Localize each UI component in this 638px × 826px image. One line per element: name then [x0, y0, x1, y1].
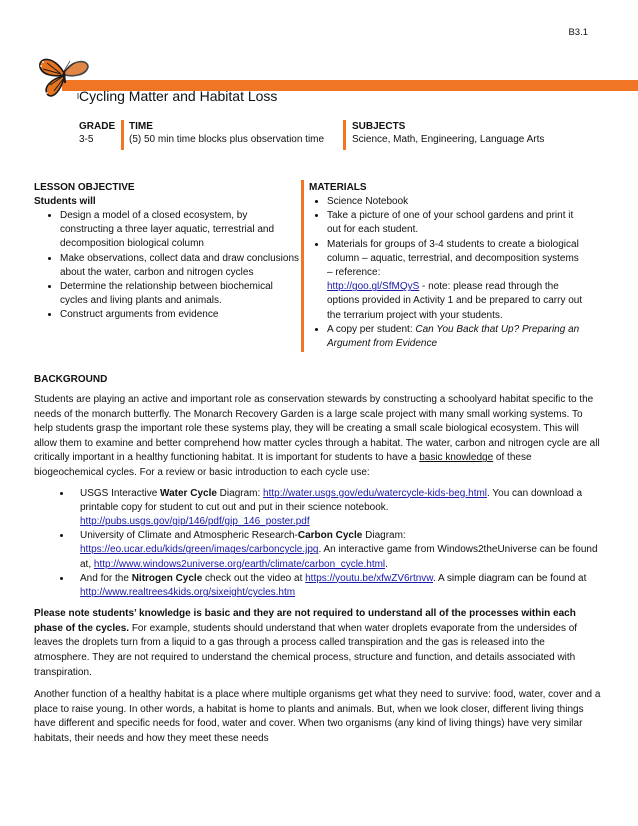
text: . You can download a printable copy for student to cut out and put in their science notebook.	[80, 487, 583, 513]
objective-intro: Students will	[34, 196, 96, 207]
objective-item: • Design a model of a closed ecosystem, by constructing a three layer aquatic, terrestrial and decomposition biological column	[60, 209, 302, 252]
objective-heading: LESSON OBJECTIVE	[34, 182, 135, 193]
text: .	[385, 558, 388, 570]
objective-item: • Make observations, collect data and draw conclusions about the water, carbon and nitrogen cycles	[60, 252, 302, 280]
materials-item: • Science Notebook	[327, 195, 585, 209]
text: Carbon Cycle	[297, 530, 363, 542]
text: check out the video at	[202, 572, 306, 584]
resource-item-water	[72, 487, 602, 530]
materials-text: Materials for groups of 3-4 students to create a biological column – aquatic, terrestrial, and decomposition systems – reference:	[327, 238, 579, 279]
grade-label: GRADE	[79, 121, 116, 132]
time-label: TIME	[129, 121, 153, 132]
resource-item-carbon	[72, 529, 602, 572]
grade-block	[79, 121, 115, 145]
reference-link[interactable]: http://goo.gl/SfMQyS	[327, 281, 420, 293]
basic-knowledge-link[interactable]: basic knowledge	[419, 452, 494, 464]
text: And for the	[80, 572, 132, 584]
text: Please note students’ knowledge is basic and they are not required to understand all of the processes within each phase of the cycles.	[34, 608, 576, 634]
text: Diagram:	[362, 530, 406, 542]
objective-item: • Construct arguments from evidence	[60, 308, 302, 322]
background-paragraph: Another function of a healthy habitat is a place where multiple organisms get what they need to survive: food, water, cover and a place to raise young. In other words, a habitat is home to plants and animals. But, when we look closer, different living things have different and specific needs for food, water and cover. When two organisms (any kind of living things) have very similar habitats, their needs and how they meet these needs	[34, 689, 601, 744]
materials	[309, 182, 585, 351]
page-number: B3.1	[568, 27, 588, 38]
divider	[121, 120, 124, 150]
text: USGS Interactive	[80, 487, 161, 499]
materials-item	[327, 323, 585, 351]
text: . An interactive game from Windows2theUniverse can be found at,	[80, 544, 598, 570]
nitrogen-video-link[interactable]: https://youtu.be/xfwZV6rtnvw	[305, 572, 433, 584]
page-title: Cycling Matter and Habitat Loss	[79, 88, 278, 104]
lesson-objective	[34, 182, 302, 323]
resource-item-nitrogen	[72, 572, 602, 600]
handout-title: Can You Back that Up? Preparing an Argument from Evidence	[327, 323, 580, 350]
subjects-label: SUBJECTS	[352, 121, 406, 132]
water-poster-link[interactable]: http://pubs.usgs.gov/gip/146/pdf/gip_146_poster.pdf	[80, 515, 310, 527]
background-section	[34, 374, 602, 747]
text: of these biogeochemical cycles. For a review or basic introduction to each cycle use:	[34, 452, 532, 478]
background-paragraph	[34, 393, 602, 481]
grade-value: 3-5	[79, 134, 94, 145]
carbon-cycle-link[interactable]: https://eo.ucar.edu/kids/green/images/carboncycle.jpg	[80, 544, 319, 556]
materials-item	[327, 238, 585, 323]
text: For example, students should understand that when water droplets evaporate from the undersides of leaves the droplets turn from a liquid to a gas through a process called transpiration and the gas is released into the atmosphere. They are not required to understand the chemical process, structure and function, and details associated with transpiration.	[34, 622, 578, 678]
background-paragraph	[34, 607, 602, 680]
materials-note: - note: please read through the options provided in Activity 1 and be prepared to carry out the terrarium project with your students.	[327, 281, 583, 321]
text: Nitrogen Cycle	[131, 572, 203, 584]
text: . A simple diagram can be found at	[432, 572, 587, 584]
materials-text: A copy per student:	[327, 323, 416, 335]
carbon-game-link[interactable]: http://www.windows2universe.org/earth/climate/carbon_cycle.html	[93, 558, 386, 570]
text: Water Cycle	[160, 487, 217, 499]
materials-item: • Take a picture of one of your school gardens and print it out for each student.	[327, 209, 585, 237]
subjects-value: Science, Math, Engineering, Language Arts	[352, 134, 545, 145]
text: University of Climate and Atmospheric Research-	[80, 530, 298, 542]
subjects-block	[352, 121, 544, 145]
time-value: (5) 50 min time blocks plus observation time	[129, 134, 325, 145]
text: Students are playing an active and important role as conservation stewards by constructing a schoolyard habitat specific to the needs of the monarch butterfly. The Monarch Recovery Garden is a large scale project with many small working systems. To help students grasp the important role these systems play, they will be creating a small scale biological ecosystem. This will allow them to examine and better comprehend how matter cycles through a habitat. The water, carbon and nitrogen cycle are all critically important in a healthy functioning habitat. It is important for students to have a	[34, 394, 600, 464]
divider	[343, 120, 346, 150]
text: Diagram:	[216, 487, 264, 499]
water-cycle-link[interactable]: http://water.usgs.gov/edu/watercycle-kids-beg.html	[263, 487, 488, 499]
time-block	[129, 121, 324, 145]
objective-item: • Determine the relationship between biochemical cycles and living plants and animals.	[60, 280, 302, 308]
nitrogen-diagram-link[interactable]: http://www.realtrees4kids.org/sixeight/cycles.htm	[80, 586, 296, 598]
divider	[301, 180, 304, 352]
background-heading: BACKGROUND	[34, 374, 108, 385]
materials-heading: MATERIALS	[309, 182, 367, 193]
